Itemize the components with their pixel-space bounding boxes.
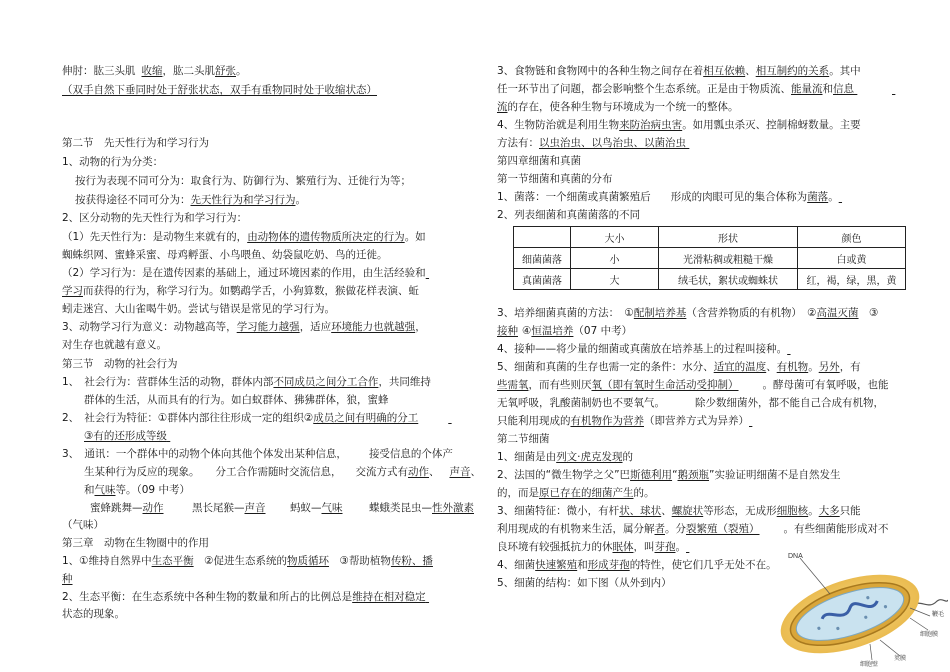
text-line: 2、 社会行为特征：①群体内部往往形成一定的组织②成员之间有明确的分工 [62,412,419,424]
chapter-heading-bacteria-fungi: 第四章细菌和真菌 [497,155,581,167]
text-line: 利用现成的有机物来生活，属分解者。分裂繁殖（裂殖） 。有些细菌能形成对不 [497,523,889,535]
text-line: 3、培养细菌真菌的方法： ①配制培养基（含营养物质的有机物） ②高温灭菌 ③ [497,307,879,319]
table-cell: 大 [571,269,659,290]
text-line: 良环境有较强抵抗力的休眠体，叫芽孢。 [497,541,686,553]
text-line: 接种 ④恒温培养（07 中考） [497,325,633,337]
text-line: 状态的现象。 [62,608,125,620]
text-line: 方法有：以虫治虫、以鸟治虫、以菌治虫 [497,137,686,149]
bacterium-diagram [760,548,948,668]
text-line: （气味） [62,519,104,531]
text-line: （2）学习行为：是在遗传因素的基础上，通过环境因素的作用，由生活经验和 [62,267,426,279]
text-line: 2、区分动物的先天性行为和学习行为： [62,212,248,224]
section-heading-innate-learned: 第二节 先天性行为和学习行为 [62,137,209,149]
text-line: 1、 社会行为：营群体生活的动物，群体内部不同成员之间分工合作，共同维持 [62,376,431,388]
label-wall: 细胞壁 [860,661,879,668]
bacterium-structure-figure [760,548,948,668]
table-cell: 白或黄 [798,248,906,269]
text-line: 学习而获得的行为，称学习行为。如鹦鹉学舌，小狗算数，猴做花样表演、蚯 [62,285,419,297]
text-line: 蚓走迷宫、大山雀喝牛奶。尝试与错误是常见的学习行为。 [62,303,335,315]
table-cell [514,227,571,248]
section-heading-social-behavior: 第三节 动物的社会行为 [62,358,178,370]
table-cell: 细菌菌落 [514,248,571,269]
text-line: 5、细菌的结构：如下图（从外到内） [497,577,672,589]
text-line: 3、细菌特征：微小，有杆状、球状、螺旋状等形态，无成形细胞核。大多只能 [497,505,861,517]
table-row [514,269,906,290]
text-line: 1、细菌是由列文·虎克发现的 [497,451,634,463]
table-cell: 光滑粘稠或粗糙干燥 [659,248,798,269]
text-line: 蜜蜂跳舞—动作 黑长尾猴—声音 蚂蚁—气味 蝶蛾类昆虫—性外激素 [90,502,474,514]
text-line: 生某种行为反应的现象。 分工合作需随时交流信息， 交流方式有动作、 声音、 [84,466,481,478]
label-flagellum: 鞭毛 [932,611,945,618]
text-line: 2、法国的“微生物学之父”巴斯德利用“鹅颈瓶”实验证明细菌不是自然发生 [497,469,841,481]
table-cell: 真菌菌落 [514,269,571,290]
table-row [514,248,906,269]
text-line: 4、细菌快速繁殖和形成芽孢的特性，使它们几乎无处不在。 [497,559,777,571]
text-line: 3、 通讯：一个群体中的动物个体向其他个体发出某种信息， 接受信息的个体产 [62,448,453,460]
text-line: 1、①维持自然界中生态平衡 ②促进生态系统的物质循环 ③帮助植物传粉、播 [62,555,433,567]
label-membrane: 细胞膜 [920,631,939,638]
text-line: 5、细菌和真菌的生存也需一定的条件：水分、适宜的温度、有机物。另外，有 [497,361,861,373]
text-line: 种 [62,573,73,585]
text-line: 群体的生活，从而具有的行为。如白蚁群体、狒狒群体，狼，蜜蜂 [84,394,389,406]
text-line: 1、菌落：一个细菌或真菌繁殖后 形成的肉眼可见的集合体称为菌落。 [497,191,839,203]
line-elbow-note: （双手自然下垂同时处于舒张状态，双手有重物同时处于收缩状态） [62,84,377,96]
table-cell: 小 [571,248,659,269]
label-dna: DNA [788,553,803,560]
section-heading-bacteria: 第二节细菌 [497,433,550,445]
text-line: 3、食物链和食物网中的各种生物之间存在着相互依赖、相互制约的关系。其中 [497,65,861,77]
text-line: 按获得途径不同可分为：先天性行为和学习行为。 [75,194,306,206]
label-capsule: 荚膜 [894,655,907,662]
text-line: 和气味等。（09 中考） [84,484,190,496]
text-line: 对生存也就越有意义。 [62,339,167,351]
text-line: 2、生态平衡：在生态系统中各种生物的数量和所占的比例总是维持在相对稳定 [62,591,426,603]
text-line: 些需氧，而有些则厌氧（即有氧时生命活动受抑制） 。酵母菌可有氧呼吸，也能 [497,379,889,391]
table-header-row [514,227,906,248]
text-line: ③有的还形成等级 [84,430,167,442]
table-cell: 颜色 [798,227,906,248]
text-line: （1）先天性行为：是动物生来就有的，由动物体的遗传物质所决定的行为。如 [62,231,426,243]
text-line: 1、动物的行为分类： [62,156,164,168]
text-line: 无氧呼吸，乳酸菌制奶也不要氧气。 除少数细菌外，都不能自己合成有机物， [497,397,884,409]
section-heading-distribution: 第一节细菌和真菌的分布 [497,173,613,185]
text-line: 流的存在，使各种生物与环境成为一个统一的整体。 [497,101,739,113]
text-line: 3、动物学习行为意义：动物越高等，学习能力越强，适应环境能力也就越强， [62,321,426,333]
text-line: 任一环节出了问题，都会影响整个生态系统。正是由于物质流、能量流和信息 [497,83,854,95]
table-cell: 绒毛状，絮状或蜘蛛状 [659,269,798,290]
table-cell: 红，褐，绿，黑，黄 [798,269,906,290]
text-line: 4、生物防治就是利用生物来防治病虫害。如用瓢虫杀灭、控制棉蚜数量。主要 [497,119,861,131]
table-cell: 大小 [571,227,659,248]
line-elbow-extension: 伸肘：肱三头肌 收缩，肱二头肌舒张。 [62,65,247,77]
text-line: 按行为表现不同可分为：取食行为、防御行为、繁殖行为、迁徙行为等； [75,175,411,187]
colony-comparison-table [513,226,906,290]
text-line: 的，而是原已存在的细菌产生的。 [497,487,655,499]
text-line: 4、接种——将少量的细菌或真菌放在培养基上的过程叫接种。 [497,343,788,355]
text-line: 蜘蛛织网、蜜蜂采蜜、母鸡孵蛋、小鸟喂鱼、幼袋鼠吃奶、鸟的迁徙。 [62,249,388,261]
text-line: 只能利用现成的有机物作为营养（即营养方式为异养） [497,415,749,427]
section-heading-animal-role: 第三章 动物在生物圈中的作用 [62,537,209,549]
table-cell: 形状 [659,227,798,248]
text-line: 2、列表细菌和真菌菌落的不同 [497,209,641,221]
